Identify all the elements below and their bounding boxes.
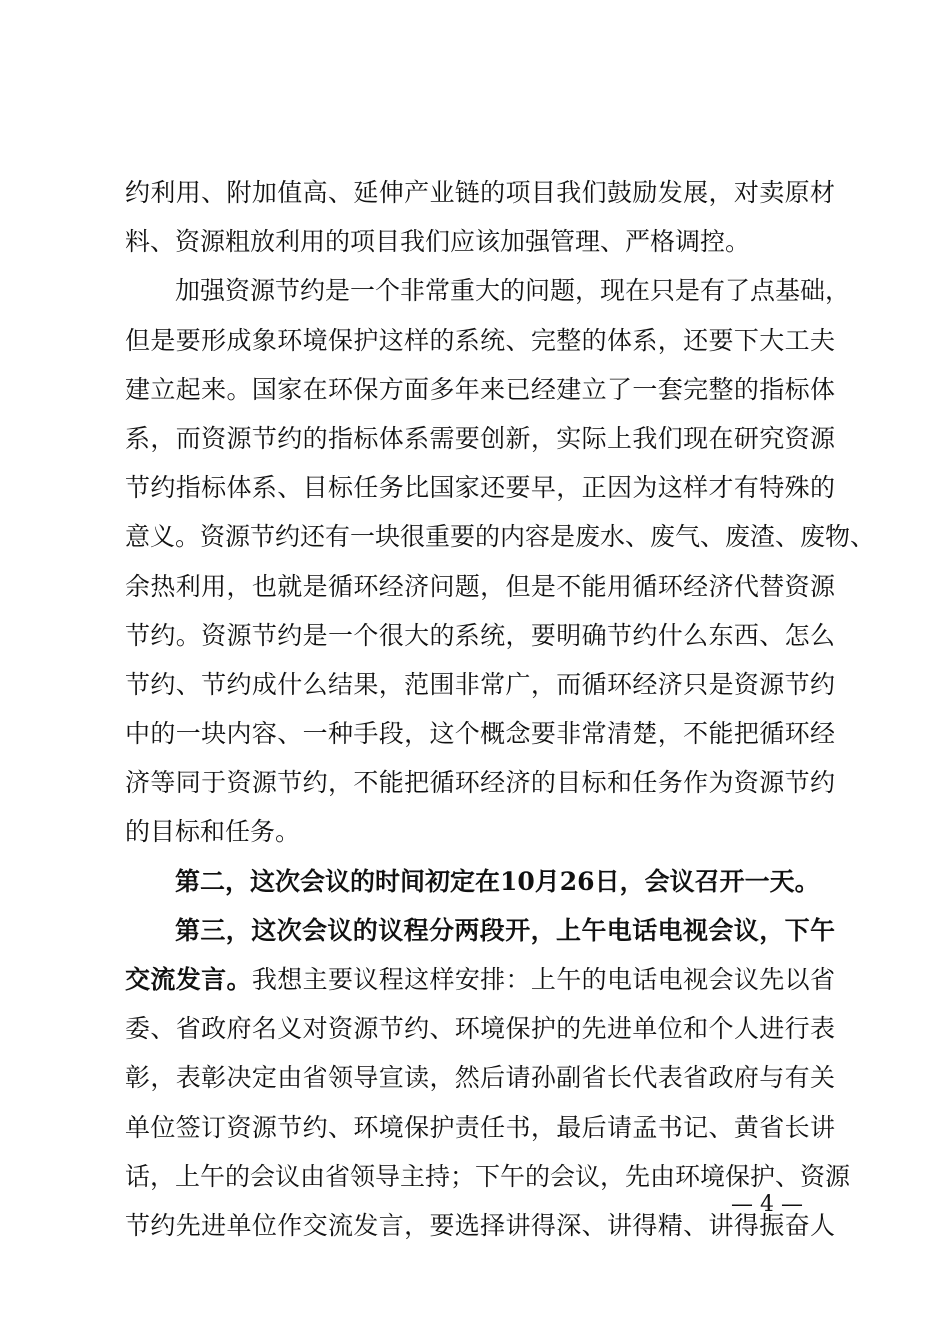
- line-text: 余热利用，也就是循环经济问题，但是不能用循环经济代替资源: [125, 571, 835, 601]
- line-text: 中的一块内容、一种手段，这个概念要非常清楚，不能把循环经: [125, 719, 835, 749]
- line-text: 彰，表彰决定由省领导宣读，然后请孙副省长代表省政府与有关: [125, 1063, 835, 1093]
- line-text: 话，上午的会议由省领导主持；下午的会议，先由环境保护、资源: [125, 1161, 851, 1191]
- line-text: 系，而资源节约的指标体系需要创新，实际上我们现在研究资源: [125, 423, 835, 453]
- line-text: 加强资源节约是一个非常重大的问题，现在只是有了点基础，: [175, 276, 851, 306]
- text-line-15: [125, 857, 835, 906]
- text-line-19: [125, 1053, 835, 1102]
- text-line-5: [125, 365, 835, 414]
- text-line-3: [125, 266, 851, 315]
- text-line-14: [125, 807, 835, 856]
- line-text: 料、资源粗放利用的项目我们应该加强管理、严格调控。: [125, 227, 751, 257]
- text-line-2: [125, 217, 835, 266]
- line-text: 意义。资源节约还有一块很重要的内容是废水、废气、废渣、废物、: [125, 522, 876, 552]
- text-line-18: [125, 1004, 835, 1053]
- text-line-9: [125, 562, 835, 611]
- text-line-4: [125, 316, 835, 365]
- line-text: 节约先进单位作交流发言，要选择讲得深、讲得精、讲得振奋人: [125, 1210, 835, 1240]
- text-line-12: [125, 709, 835, 758]
- text-line-13: [125, 758, 835, 807]
- text-line-1: [125, 168, 835, 217]
- line-text: 委、省政府名义对资源节约、环境保护的先进单位和个人进行表: [125, 1014, 835, 1044]
- line-text: 济等同于资源节约，不能把循环经济的目标和任务作为资源节约: [125, 768, 835, 798]
- line-bold-text: 交流发言。: [125, 965, 252, 994]
- text-line-17: [125, 955, 835, 1004]
- text-line-7: [125, 463, 835, 512]
- document-body: [125, 168, 876, 1250]
- text-line-16: [125, 906, 835, 955]
- text-line-8: [125, 512, 876, 561]
- line-text: 节约指标体系、目标任务比国家还要早，正因为这样才有特殊的: [125, 473, 835, 503]
- page-number: — 4 —: [731, 1192, 803, 1217]
- text-line-6: [125, 414, 835, 463]
- line-text: 的目标和任务。: [125, 817, 301, 847]
- line-text: 我想主要议程这样安排：上午的电话电视会议先以省: [251, 965, 835, 994]
- line-text: 节约。资源节约是一个很大的系统，要明确节约什么东西、怎么: [125, 620, 835, 650]
- line-text: 节约、节约成什么结果，范围非常广，而循环经济只是资源节约: [125, 669, 835, 699]
- line-text: 但是要形成象环境保护这样的系统、完整的体系，还要下大工夫: [125, 325, 835, 355]
- text-line-20: [125, 1103, 835, 1152]
- line-text: 单位签订资源节约、环境保护责任书，最后请孟书记、黄省长讲: [125, 1112, 835, 1142]
- line-text: 约利用、附加值高、延伸产业链的项目我们鼓励发展，对卖原材: [125, 178, 835, 207]
- text-line-11: [125, 660, 835, 709]
- line-text: 建立起来。国家在环保方面多年来已经建立了一套完整的指标体: [125, 374, 835, 404]
- line-text: 第二，这次会议的时间初定在10月26日，会议召开一天。: [175, 866, 820, 896]
- text-line-10: [125, 611, 835, 660]
- line-bold-text: 第三，这次会议的议程分两段开，上午电话电视会议，下午: [175, 915, 835, 945]
